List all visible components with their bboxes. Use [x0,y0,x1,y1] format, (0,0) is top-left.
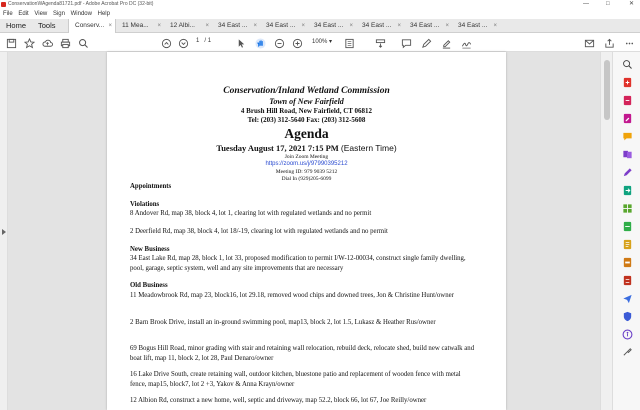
more-icon[interactable] [623,37,635,49]
bookmark-star-icon[interactable] [23,37,35,49]
menu-edit[interactable]: Edit [18,11,29,17]
close-tab-icon[interactable]: × [157,23,161,29]
tab-doc[interactable] [452,19,500,33]
old-business-item: 12 Albion Rd, construct a new home, well, septic and driveway, map 52.2, block 66, lot 67, Joe Reilly/owner [130,397,427,404]
comment-icon[interactable] [400,37,412,49]
protect-icon[interactable] [621,310,633,322]
page-indicator [196,38,211,44]
violation-item: 2 Deerfield Rd, map 38, block 4, lot 18/-19, clearing lot with regulated wetlands and no permit [130,228,388,235]
menu-window[interactable]: Window [70,11,92,17]
tab-doc[interactable] [308,19,356,33]
zoom-level: 100% [312,39,328,45]
comment-tool-icon[interactable] [621,130,633,142]
sign-icon[interactable] [460,37,472,49]
zoom-out-icon[interactable] [273,37,285,49]
scrollbar-thumb[interactable] [604,60,610,120]
close-tab-icon[interactable]: × [205,23,209,29]
search-icon[interactable] [77,37,89,49]
zoom-label: Join Zoom Meeting [284,154,329,160]
close-window-button[interactable]: ✕ [629,1,635,7]
zoom-level-select[interactable]: 100% ▾ [312,39,333,45]
agenda-title: Agenda [284,126,329,141]
meeting-datetime: Tuesday August 17, 2021 7:15 PM [216,143,339,153]
page-total: / 1 [204,38,212,44]
tab-doc[interactable] [212,19,260,33]
meeting-id: Meeting ID: 979 9039 5212 [275,169,338,175]
export-pdf-icon[interactable] [621,76,633,88]
tab-label: 12 Albi... [170,22,195,29]
print-icon[interactable] [59,37,71,49]
scan-ocr-icon[interactable] [621,220,633,232]
scroll-mode-icon[interactable] [374,37,386,49]
tab-doc[interactable] [116,19,164,33]
pdf-page [107,52,506,410]
tab-home[interactable]: Home [6,21,27,30]
tab-label: 34 East ... [218,22,248,29]
old-business-item: 2 Barn Brook Drive, install an in-ground swimming pool, map13, block 2, lot 1.5, Lukasz & Heather Rus/owner [130,319,436,326]
tab-label: 34 East ... [266,22,296,29]
cloud-upload-icon[interactable] [41,37,53,49]
page-number-input[interactable]: 1 [196,38,200,44]
fill-sign-icon[interactable] [621,166,633,178]
zoom-link[interactable]: https://zoom.us/j/97990395212 [265,161,348,167]
close-tab-icon[interactable]: × [493,23,497,29]
save-icon[interactable] [5,37,17,49]
heading-old-business: Old Business [130,282,168,289]
combine-files-icon[interactable] [621,148,633,160]
phone-fax: Tel: (203) 312-5640 Fax: (203) 312-5608 [247,116,366,124]
menu-sign[interactable]: Sign [52,11,65,17]
close-tab-icon[interactable]: × [253,23,257,29]
heading-new-business: New Business [130,246,170,253]
select-cursor-icon[interactable] [235,37,247,49]
close-tab-icon[interactable]: × [397,23,401,29]
new-business-item: 34 East Lake Rd, map 28, block 1, lot 33, proposed modification to permit I/W-12-00034, construct single family dwelling, pool, garage, septic system, well and any site improvements that are necessary [130,255,466,272]
accessibility-icon[interactable] [621,328,633,340]
tab-label: 34 East ... [410,22,440,29]
tab-doc[interactable] [404,19,452,33]
create-pdf-icon[interactable] [621,94,633,106]
edit-pdf-icon[interactable] [621,112,633,124]
highlight-icon[interactable] [440,37,452,49]
menu-view[interactable]: View [34,11,48,17]
title-bar [0,0,640,9]
maximize-button[interactable]: □ [606,1,610,7]
search-tool-icon[interactable] [621,58,633,70]
address: 4 Brush Hill Road, New Fairfield, CT 06812 [240,107,373,115]
tab-bar [0,19,640,33]
tab-doc[interactable] [260,19,308,33]
close-tab-icon[interactable]: × [349,23,353,29]
more-tools-icon[interactable] [621,346,633,358]
fit-page-icon[interactable] [343,37,355,49]
hand-tool-icon[interactable] [254,37,266,49]
export-icon[interactable] [621,184,633,196]
tab-label: 34 East ... [314,22,344,29]
send-for-review-icon[interactable] [621,292,633,304]
organize-pages-icon[interactable] [621,202,633,214]
zoom-in-icon[interactable] [291,37,303,49]
stamp-icon[interactable] [621,238,633,250]
tab-label: Conserv... [75,22,105,29]
redact-icon[interactable] [621,256,633,268]
vertical-scrollbar[interactable] [600,52,612,410]
old-business-item: 11 Meadowbrook Rd, map 23, block16, lot 29.18, removed wood chips and downed trees, Jon & Christine Hunt/owner [130,292,454,299]
pdf-app-icon [1,2,6,7]
tab-label: 34 East ... [362,22,392,29]
close-tab-icon[interactable]: × [445,23,449,29]
prepare-form-icon[interactable] [621,274,633,286]
old-business-item: 16 Lake Drive South, create retaining wall, outdoor kitchen, bluestone patio and replacement of wooden fence with metal fence, map15, block7, lot 2 +3, Yakov & Anna Krayn/owner [130,371,461,388]
tab-label: 34 East ... [458,22,488,29]
heading-appointments: Appointments [130,183,172,190]
previous-page-icon[interactable] [160,37,172,49]
tab-tools[interactable]: Tools [38,21,56,30]
close-tab-icon[interactable]: × [301,23,305,29]
tab-doc[interactable] [164,19,212,33]
old-business-item: 69 Bogus Hill Road, minor grading with stair and retaining wall relocation, rebuild deck, relocate shed, build new catwalk and boat lift, map 11, block 2, lot 28, Paul Denaro/owner [130,345,475,362]
meeting-date [107,143,506,153]
menu-file[interactable]: File [3,11,13,17]
document-viewport[interactable] [0,52,612,410]
close-tab-icon[interactable]: × [108,23,112,29]
toolbar [0,34,640,52]
org-name: Conservation/Inland Wetland Commission [223,86,390,96]
dial-in: Dial In (929)205-6099 [281,176,332,182]
tools-pane [612,52,640,410]
expand-left-pane-icon[interactable] [1,228,7,236]
window-title: ConservationWAgenda81721.pdf - Adobe Acrobat Pro DC (32-bit) [8,1,154,7]
minimize-button[interactable]: — [583,1,589,7]
next-page-icon[interactable] [177,37,189,49]
share-icon[interactable] [603,37,615,49]
heading-violations: Violations [130,201,160,208]
town-name: Town of New Fairfield [269,97,344,106]
mail-icon[interactable] [583,37,595,49]
tab-doc-conservation[interactable] [68,19,116,33]
menu-bar [0,9,640,19]
tab-doc[interactable] [356,19,404,33]
left-pane-collapsed[interactable] [0,52,8,410]
meeting-timezone: (Eastern Time) [340,143,397,153]
menu-help[interactable]: Help [97,11,110,17]
pen-icon[interactable] [420,37,432,49]
tab-label: 11 Mea... [122,22,149,29]
violation-item: 8 Andover Rd, map 38, block 4, lot 1, clearing lot with regulated wetlands and no permit [130,210,372,217]
